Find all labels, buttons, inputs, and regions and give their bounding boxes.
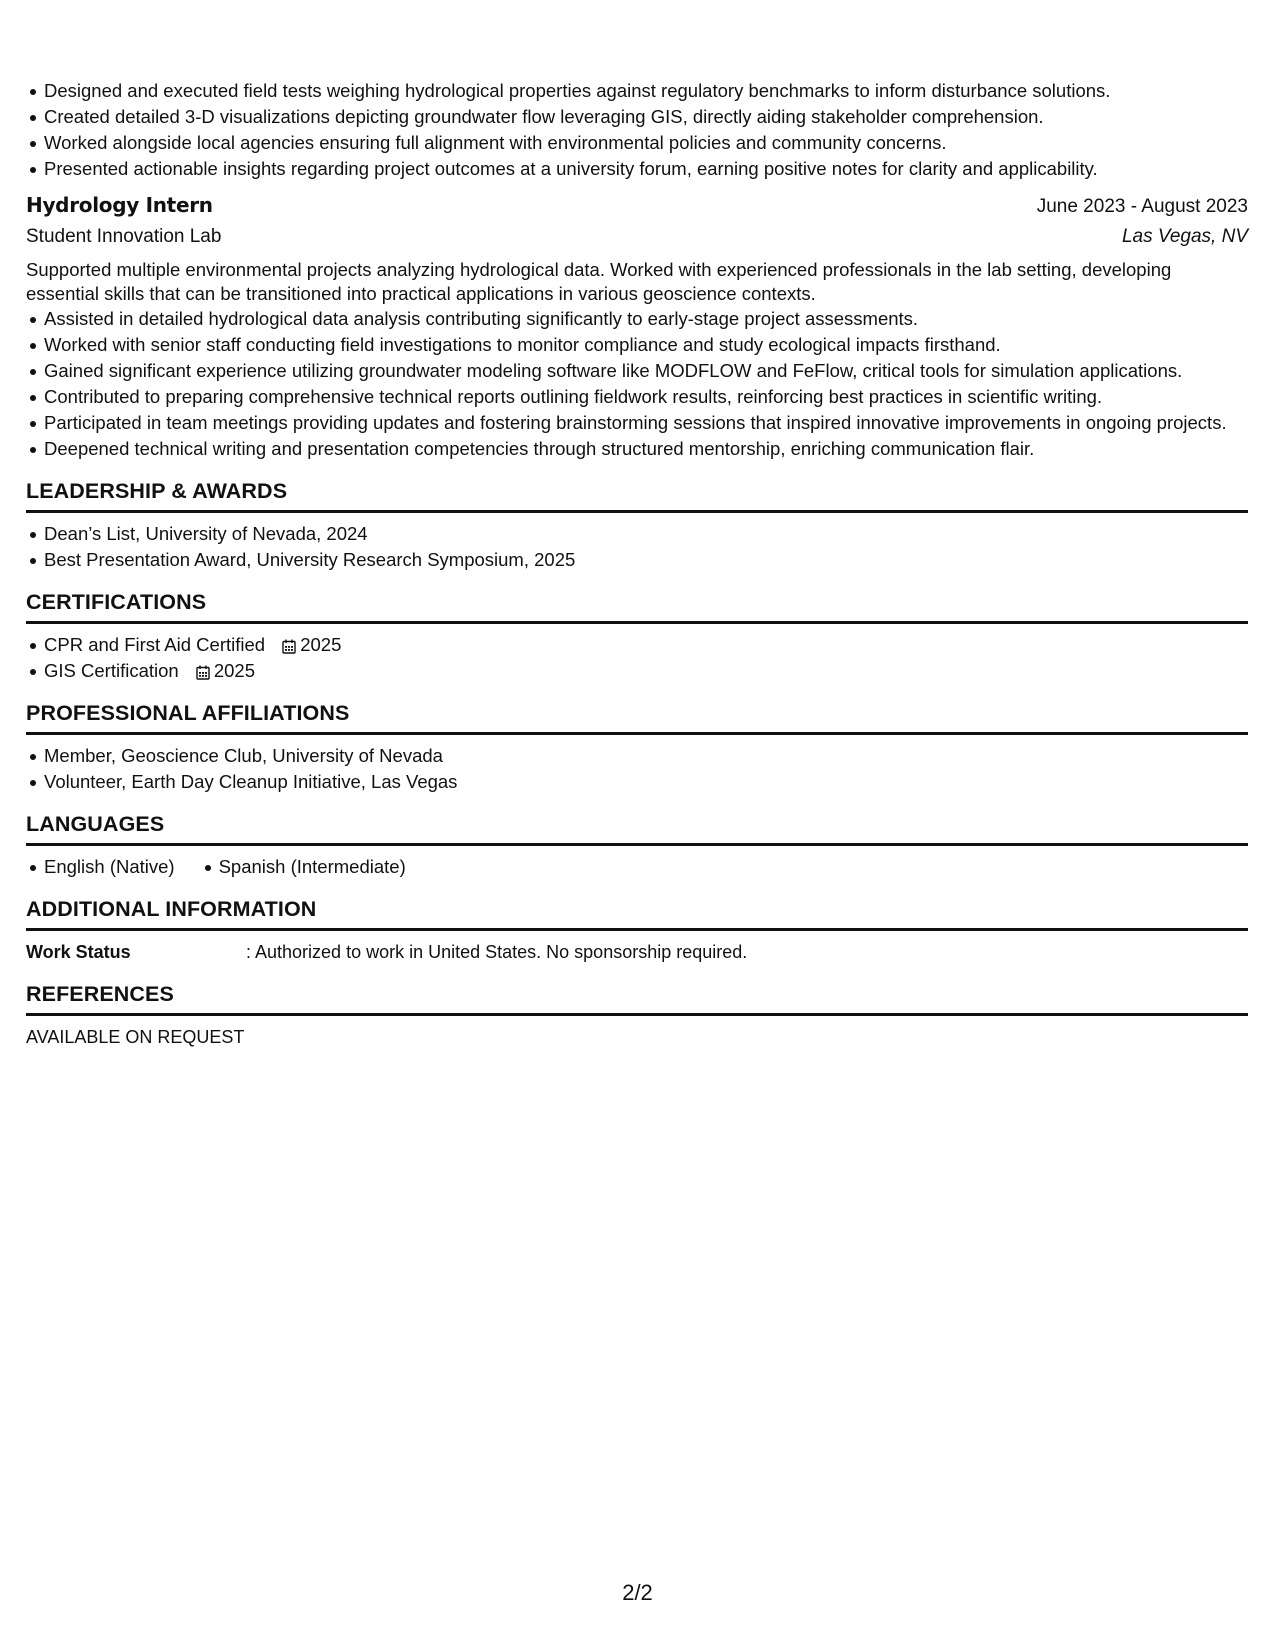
languages-section	[26, 809, 1248, 880]
certification-year: 2025	[213, 660, 255, 681]
section-title: ADDITIONAL INFORMATION	[26, 894, 1248, 931]
affiliations-list	[26, 743, 1248, 795]
job-dates: June 2023 - August 2023	[1036, 196, 1248, 217]
page-number: 2/2	[622, 1580, 653, 1605]
list-item: Participated in team meetings providing updates and fostering brainstorming sessions that inspired innovative improvements in ongoing projects.	[44, 410, 1248, 436]
job-header	[26, 192, 1248, 220]
list-item	[44, 632, 1248, 658]
list-item: Member, Geoscience Club, University of Nevada	[44, 743, 1248, 769]
job-subheader	[26, 224, 1248, 250]
job-title: Hydrology Intern	[26, 193, 213, 217]
list-item: Worked with senior staff conducting field investigations to monitor compliance and study ecological impacts firsthand.	[44, 332, 1248, 358]
certification-name: GIS Certification	[44, 660, 179, 681]
list-item: Assisted in detailed hydrological data analysis contributing significantly to early-stage project assessments.	[44, 306, 1248, 332]
references-text: AVAILABLE ON REQUEST	[26, 1027, 245, 1047]
certification-year: 2025	[300, 634, 342, 655]
calendar-icon	[196, 665, 210, 680]
list-item: Spanish (Intermediate)	[219, 854, 406, 880]
additional-section	[26, 894, 1248, 965]
work-status-row	[26, 939, 1248, 965]
languages-list	[26, 854, 1248, 880]
section-title: REFERENCES	[26, 979, 1248, 1016]
job-bullets	[26, 306, 1248, 462]
list-item: Created detailed 3-D visualizations depicting groundwater flow leveraging GIS, directly aiding stakeholder comprehension.	[44, 104, 1248, 130]
job-location: Las Vegas, NV	[1121, 226, 1248, 247]
job-description: Supported multiple environmental projects analyzing hydrological data. Worked with experienced professionals in the lab setting, developing essential skills that can be transitioned into practical applications in various geoscience contexts.	[26, 259, 1172, 304]
list-item	[44, 658, 1248, 684]
list-item: Gained significant experience utilizing groundwater modeling software like MODFLOW and FeFlow, critical tools for simulation applications.	[44, 358, 1248, 384]
list-item: English (Native)	[44, 854, 175, 880]
job-company: Student Innovation Lab	[26, 226, 222, 247]
calendar-icon	[282, 639, 296, 654]
experience-bullets-continued	[26, 78, 1248, 182]
references-section	[26, 979, 1248, 1050]
leadership-section	[26, 476, 1248, 573]
certifications-section	[26, 587, 1248, 684]
list-item: Worked alongside local agencies ensuring full alignment with environmental policies and community concerns.	[44, 130, 1248, 156]
certifications-list	[26, 632, 1248, 684]
list-item: Dean’s List, University of Nevada, 2024	[44, 521, 1248, 547]
leadership-list	[26, 521, 1248, 573]
resume-page	[26, 78, 1248, 1050]
list-item: Volunteer, Earth Day Cleanup Initiative, Las Vegas	[44, 769, 1248, 795]
list-item: Best Presentation Award, University Research Symposium, 2025	[44, 547, 1248, 573]
list-item: Designed and executed field tests weighing hydrological properties against regulatory benchmarks to inform disturbance solutions.	[44, 78, 1248, 104]
section-title: LANGUAGES	[26, 809, 1248, 846]
list-item: Presented actionable insights regarding project outcomes at a university forum, earning positive notes for clarity and applicability.	[44, 156, 1248, 182]
section-title: LEADERSHIP & AWARDS	[26, 476, 1248, 513]
work-status-value: : Authorized to work in United States. No sponsorship required.	[246, 942, 748, 962]
certification-name: CPR and First Aid Certified	[44, 634, 266, 655]
affiliations-section	[26, 698, 1248, 795]
section-title: PROFESSIONAL AFFILIATIONS	[26, 698, 1248, 735]
section-title: CERTIFICATIONS	[26, 587, 1248, 624]
work-status-label: Work Status	[26, 942, 131, 962]
list-item: Deepened technical writing and presentation competencies through structured mentorship, enriching communication flair.	[44, 436, 1248, 462]
list-item: Contributed to preparing comprehensive technical reports outlining fieldwork results, reinforcing best practices in scientific writing.	[44, 384, 1248, 410]
